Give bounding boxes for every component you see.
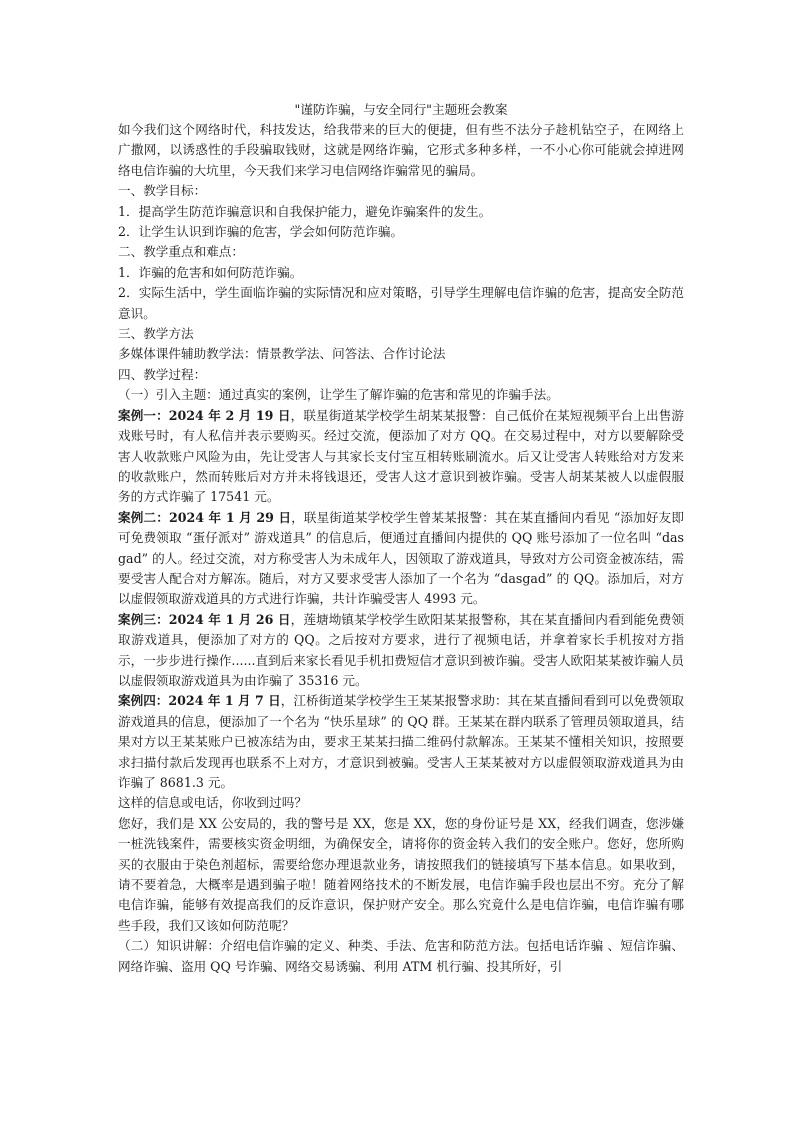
case-paragraph-3 <box>118 610 684 692</box>
objective-item-1: 1．提高学生防范诈骗意识和自我保护能力，避免诈骗案件的发生。 <box>118 203 492 219</box>
case-text-4: ，江桥街道某学校学生王某某报警求助：其在某直播间看到可以免费领取游戏道具的信息，便添加了一个名为 “快乐星球” 的 QQ 群。王某某在群内联系了管理员领取道具，结果对方以王某某账户已被冻结为由，要求王某某扫描二维码付款解冻。王某某不懂相关知识，按照要求扫描付款后发现再也联系不上对方，才意识到被骗。受害人王某某被对方以虚假领取游戏道具为由诈骗了 8681.3 元。 <box>118 693 685 790</box>
case-paragraph-4 <box>118 691 684 793</box>
case-label-1: 案例一：2024 年 2 月 19 日 <box>118 407 291 423</box>
section-heading-objectives: 一、教学目标： <box>118 183 207 199</box>
document-title: "谨防诈骗，与安全同行"主题班会教案 <box>294 102 508 117</box>
case-label-4: 案例四：2024 年 1 月 7 日 <box>118 693 281 709</box>
case-label-2: 案例二：2024 年 1 月 29 日 <box>118 509 292 525</box>
intro-paragraph: 如今我们这个网络时代，科技发达，给我带来的巨大的便捷，但有些不法分子趁机钻空子，在网络上广撒网，以诱惑性的手段骗取钱财，这就是网络诈骗，它形式多种多样，一不小心你可能就会掉进网络电信诈骗的大坑里，今天我们来学习电信网络诈骗常见的骗局。 <box>118 122 684 178</box>
objective-item-2: 2．让学生认识到诈骗的危害，学会如何防范诈骗。 <box>118 224 404 240</box>
key-point-item-1: 1．诈骗的危害和如何防范诈骗。 <box>118 264 303 280</box>
key-point-item-2: 2．实际生活中，学生面临诈骗的实际情况和应对策略，引导学生理解电信诈骗的危害，提高安全防范意识。 <box>118 285 684 321</box>
case-text-2: ，联星街道某学校学生曾某某报警：其在某直播间内看见 “添加好友即可免费领取 “蛋仔派对” 游戏道具” 的信息后，便通过直播间内提供的 QQ 账号添加了一位名叫 “dasgad” 的人。经过交流，对方称受害人为未成年人，因领取了游戏道具，导致对方公司资金被冻结，需要受害人配合对方解冻。随后，对方又要求受害人添加了一个名为 “dasgad” 的 QQ。添加后，对方以虚假领取游戏道具的方式进行诈骗，共计诈骗受害人 4993 元。 <box>118 509 684 607</box>
document-page <box>118 100 684 977</box>
scam-example-paragraph: 您好，我们是 XX 公安局的，我的警号是 XX，您是 XX，您的身份证号是 XX，经我们调查，您涉嫌一桩洗钱案件，需要核实资金明细，为确保安全，请将你的资金转入我们的安全账户。您好，您所购买的衣服由于染色剂超标，需要给您办理退款业务，请按照我们的链接填写下基本信息。如果收到，请不要着急，大概率是遇到骗子啦！随着网络技术的不断发展，电信诈骗手段也层出不穷。充分了解电信诈骗，能够有效提高我们的反诈意识，保护财产安全。那么究竟什么是电信诈骗，电信诈骗有哪些手段，我们又该如何防范呢？ <box>118 815 684 933</box>
section-heading-methods: 三、教学方法 <box>118 326 194 342</box>
methods-text: 多媒体课件辅助教学法：情景教学法、问答法、合作讨论法 <box>118 346 446 362</box>
process-step-1: （一）引入主题：通过真实的案例，让学生了解诈骗的危害和常见的诈骗手法。 <box>118 387 559 403</box>
section-heading-process: 四、教学过程： <box>118 366 207 382</box>
case-label-3: 案例三：2024 年 1 月 26 日 <box>118 611 291 627</box>
section-heading-key-points: 二、教学重点和难点： <box>118 244 244 260</box>
case-text-3: ，莲塘坳镇某学校学生欧阳某某报警称，其在某直播间内看到能免费领取游戏道具，便添加了对方的 QQ。之后按对方要求，进行了视频电话，并拿着家长手机按对方指示，一步步进行操作......直到后来家长看见手机扣费短信才意识到被诈骗。受害人欧阳某某被诈骗人员以虚假领取游戏道具为由诈骗了 35316 元。 <box>118 611 685 688</box>
case-paragraph-1 <box>118 406 684 508</box>
process-step-2: （二）知识讲解：介绍电信诈骗的定义、种类、手法、危害和防范方法。包括电话诈骗 、短信诈骗、网络诈骗、盗用 QQ 号诈骗、网络交易诱骗、利用 ATM 机行骗、投其所好，引 <box>118 938 684 974</box>
question-line: 这样的信息或电话，你收到过吗？ <box>118 795 307 811</box>
case-paragraph-2 <box>118 508 684 610</box>
case-text-1: ，联星街道某学校学生胡某某报警：自己低价在某短视频平台上出售游戏账号时，有人私信并表示要购买。经过交流，便添加了对方 QQ。在交易过程中，对方以要解除受害人收款账户风险为由，先让受害人与其家长支付宝互相转账刷流水。后又让受害人转账给对方发来的收款账户，然而转账后对方并未将钱退还，受害人这才意识到被诈骗。受害人胡某某被人以虚假服务的方式诈骗了 17541 元。 <box>118 407 685 505</box>
